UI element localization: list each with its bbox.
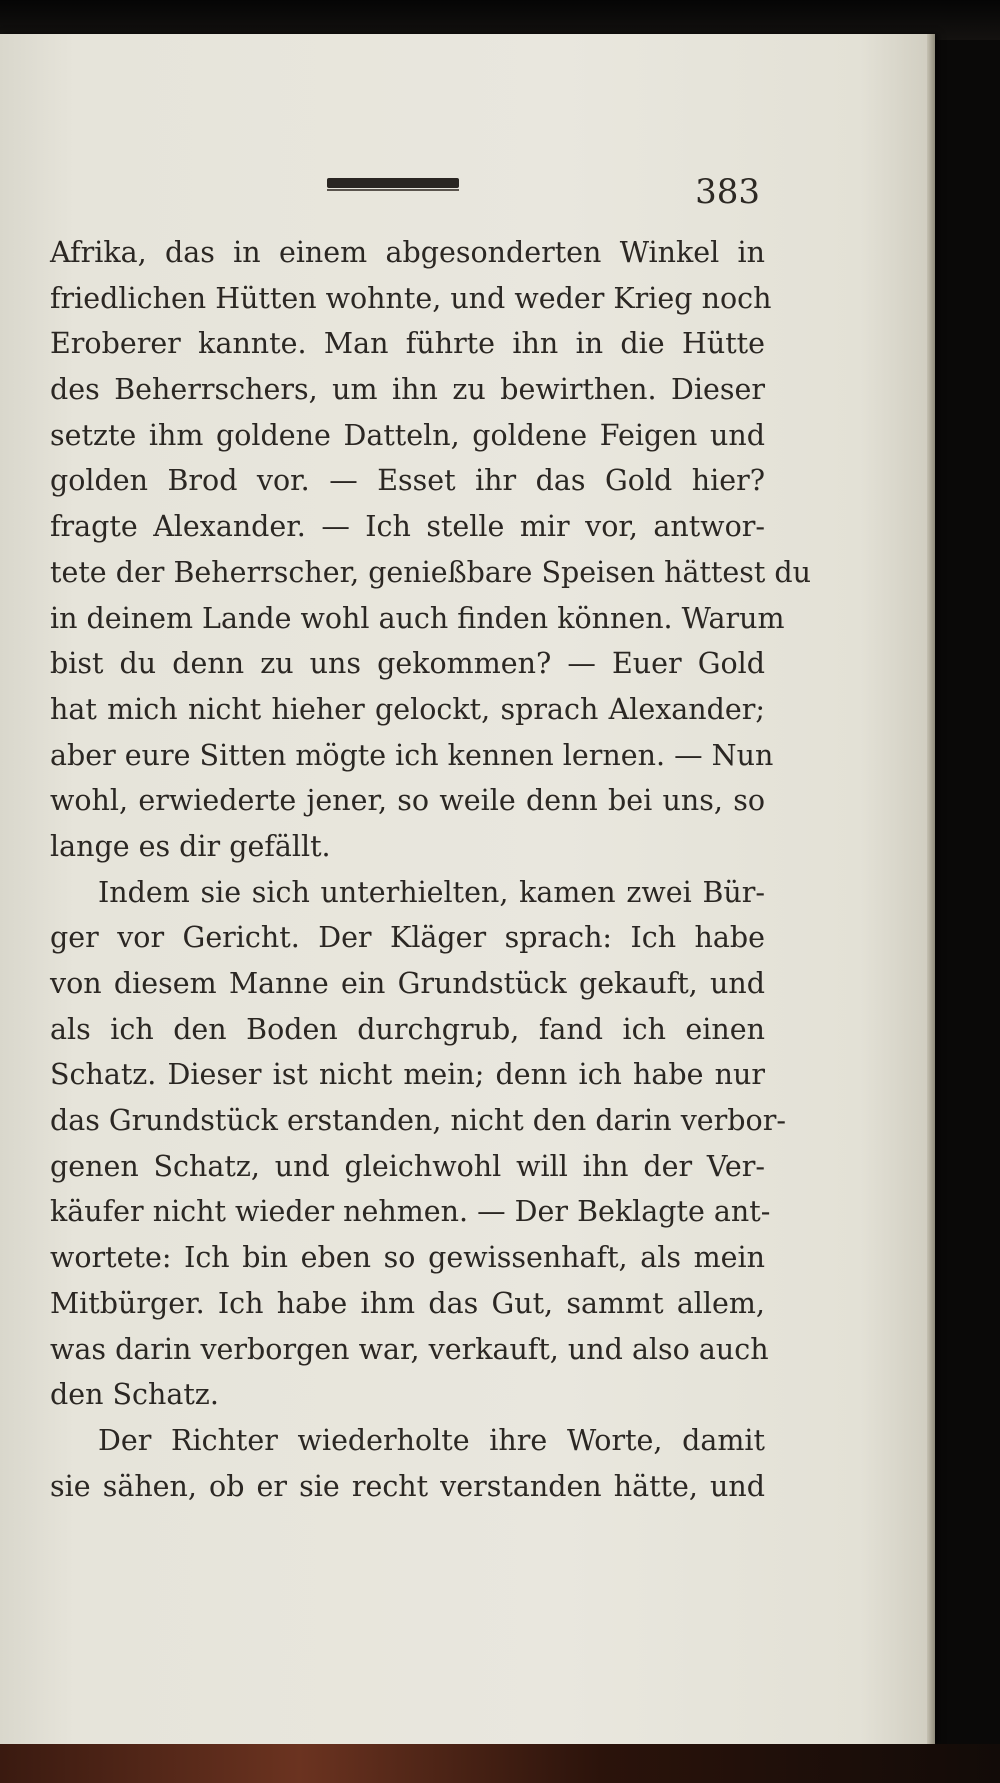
page-edge <box>927 34 935 1746</box>
text-line: das Grundstück erstanden, nicht den darin verbor- <box>50 1104 786 1138</box>
text-line: wohl, erwiederte jener, so weile denn bei uns, so <box>50 784 765 818</box>
text-line: des Beherrschers, um ihn zu bewirthen. Dieser <box>50 373 765 407</box>
body-text <box>50 230 811 1509</box>
text-line: von diesem Manne ein Grundstück gekauft, und <box>50 967 765 1000</box>
text-line: bist du denn zu uns gekommen? — Euer Gold <box>50 647 765 681</box>
text-line: was darin verborgen war, verkauft, und also auch <box>50 1332 769 1366</box>
text-line: sie sähen, ob er sie recht verstanden hätte, und <box>50 1469 765 1503</box>
page-number: 383 <box>695 172 760 212</box>
text-line: wortete: Ich bin eben so gewissenhaft, als mein <box>50 1241 765 1275</box>
text-line: käufer nicht wieder nehmen. — Der Beklagte ant- <box>50 1195 771 1229</box>
text-line: friedlichen Hütten wohnte, und weder Krieg noch <box>50 281 772 315</box>
text-line: Schatz. Dieser ist nicht mein; denn ich habe nur <box>50 1058 765 1092</box>
text-line: fragte Alexander. — Ich stelle mir vor, antwor- <box>50 510 765 544</box>
text-line: golden Brod vor. — Esset ihr das Gold hier? <box>50 464 765 498</box>
text-line: Indem sie sich unterhielten, kamen zwei Bür- <box>98 875 765 909</box>
text-line: Afrika, das in einem abgesonderten Winkel in <box>50 236 765 269</box>
text-line: ger vor Gericht. Der Kläger sprach: Ich habe <box>50 921 765 955</box>
book-cover-edge <box>0 1744 1000 1783</box>
text-line: den Schatz. <box>50 1378 219 1412</box>
text-line: Eroberer kannte. Man führte ihn in die Hütte <box>50 327 765 361</box>
text-line: tete der Beherrscher, genießbare Speisen hättest du <box>50 555 811 589</box>
text-line: Der Richter wiederholte ihre Worte, damit <box>98 1423 765 1457</box>
text-line: aber eure Sitten mögte ich kennen lernen. — Nun <box>50 738 774 772</box>
header-rule <box>327 178 459 188</box>
text-line: Mitbürger. Ich habe ihm das Gut, sammt allem, <box>50 1286 765 1320</box>
text-line: hat mich nicht hieher gelockt, sprach Alexander; <box>50 692 765 726</box>
text-line: lange es dir gefällt. <box>50 829 331 863</box>
text-line: setzte ihm goldene Datteln, goldene Feigen und <box>50 418 765 452</box>
text-line: als ich den Boden durchgrub, fand ich einen <box>50 1012 765 1046</box>
text-line: genen Schatz, und gleichwohl will ihn der Ver- <box>50 1149 765 1183</box>
text-line: in deinem Lande wohl auch finden können. Warum <box>50 601 785 635</box>
